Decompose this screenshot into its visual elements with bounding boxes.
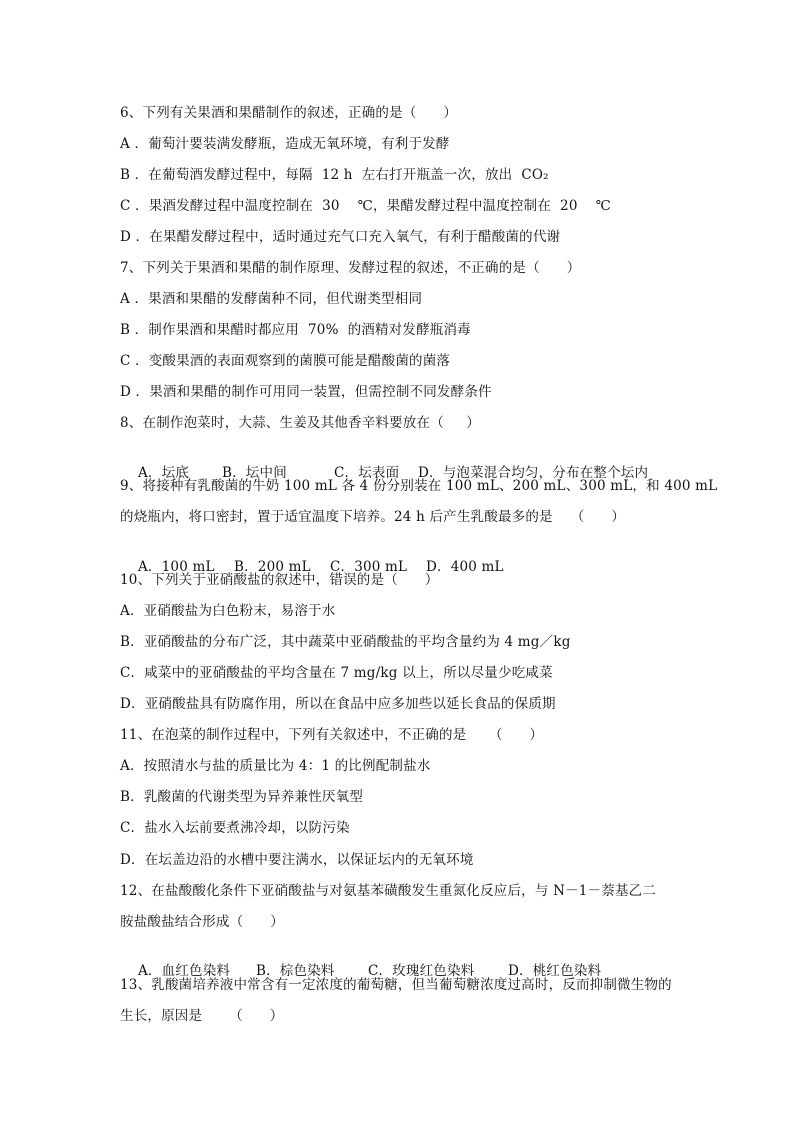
question-7-stem: 7、下列关于果酒和果醋的制作原理、发酵过程的叙述，不正确的是（ ） bbox=[120, 260, 581, 276]
question-8-stem: 8、在制作泡菜时，大蒜、生姜及其他香辛料要放在（ ） bbox=[120, 415, 481, 431]
question-7-option-d: D ．果酒和果醋的制作可用同一装置，但需控制不同发酵条件 bbox=[120, 384, 492, 400]
question-9-stem-line-1: 9、将接种有乳酸菌的牛奶 100 mL 各 4 份分别装在 100 mL、200 mL、300 mL，和 400 mL bbox=[120, 478, 718, 494]
question-11-option-b: B．乳酸菌的代谢类型为异养兼性厌氧型 bbox=[120, 789, 364, 805]
question-12-option-c: C．玫瑰红色染料 bbox=[367, 963, 475, 979]
question-6-option-c: C ．果酒发酵过程中温度控制在 30 ℃，果醋发酵过程中温度控制在 20 ℃ bbox=[120, 198, 611, 214]
question-10-option-d: D．亚硝酸盐具有防腐作用，所以在食品中应多加些以延长食品的保质期 bbox=[120, 696, 556, 712]
question-9-option-a: A．100 mL bbox=[137, 559, 215, 575]
question-12-option-a: A．血红色染料 bbox=[137, 963, 231, 979]
question-10-option-a: A．亚硝酸盐为白色粉末，易溶于水 bbox=[120, 603, 336, 619]
question-6-option-b: B ．在葡萄酒发酵过程中，每隔 12 h 左右打开瓶盖一次，放出 CO₂ bbox=[120, 167, 549, 183]
question-7-option-a: A ．果酒和果醋的发酵菌种不同，但代谢类型相同 bbox=[120, 291, 423, 307]
question-12-stem-line-1: 12、在盐酸酸化条件下亚硝酸盐与对氨基苯磺酸发生重氮化反应后，与 N－1－萘基乙二 bbox=[120, 883, 657, 899]
question-10-option-b: B．亚硝酸盐的分布广泛，其中蔬菜中亚硝酸盐的平均含量约为 4 mg／kg bbox=[120, 634, 571, 650]
question-12-stem-line-2: 胺盐酸盐结合形成（ ） bbox=[120, 914, 284, 930]
question-12-option-b: B．棕色染料 bbox=[255, 963, 335, 979]
question-9-stem-line-2: 的烧瓶内，将口密封，置于适宜温度下培养。24 h 后产生乳酸最多的是 （ ） bbox=[120, 509, 626, 525]
question-10-option-c: C．咸菜中的亚硝酸盐的平均含量在 7 mg/kg 以上，所以尽量少吃咸菜 bbox=[120, 665, 553, 681]
question-9-option-d: D．400 mL bbox=[425, 559, 504, 575]
question-7-option-c: C ．变酸果酒的表面观察到的菌膜可能是醋酸菌的菌落 bbox=[120, 353, 451, 369]
question-11-option-d: D．在坛盖边沿的水槽中要注满水，以保证坛内的无氧环境 bbox=[120, 852, 474, 868]
question-11-option-a: A．按照清水与盐的质量比为 4：1 的比例配制盐水 bbox=[120, 758, 431, 774]
question-8-option-c: C．坛表面 bbox=[333, 465, 400, 481]
question-13-stem-line-2: 生长，原因是 （ ） bbox=[120, 1008, 284, 1024]
question-11-stem: 11、在泡菜的制作过程中，下列有关叙述中，不正确的是 （ ） bbox=[120, 727, 544, 743]
question-6-stem: 6、下列有关果酒和果醋制作的叙述，正确的是（ ） bbox=[120, 105, 458, 121]
question-9-option-c: C．300 mL bbox=[329, 559, 408, 575]
question-7-option-b: B ．制作果酒和果醋时都应用 70% 的酒精对发酵瓶消毒 bbox=[120, 322, 471, 338]
question-13-stem-line-1: 13、乳酸菌培养液中常含有一定浓度的葡萄糖，但当葡萄糖浓度过高时，反而抑制微生物的 bbox=[120, 977, 672, 993]
question-9-option-b: B．200 mL bbox=[233, 559, 311, 575]
question-8-option-a: A．坛底 bbox=[137, 465, 190, 481]
question-8-option-d: D．与泡菜混合均匀，分布在整个坛内 bbox=[417, 465, 649, 481]
question-10-stem: 10、下列关于亚硝酸盐的叙述中，错误的是（ ） bbox=[120, 572, 439, 588]
question-12-option-d: D．桃红色染料 bbox=[507, 963, 602, 979]
question-11-option-c: C．盐水入坛前要煮沸冷却，以防污染 bbox=[120, 820, 350, 836]
question-8-option-b: B．坛中间 bbox=[221, 465, 287, 481]
question-6-option-d: D ．在果醋发酵过程中，适时通过充气口充入氧气，有利于醋酸菌的代谢 bbox=[120, 229, 561, 245]
question-6-option-a: A ．葡萄汁要装满发酵瓶，造成无氧环境，有利于发酵 bbox=[120, 136, 450, 152]
